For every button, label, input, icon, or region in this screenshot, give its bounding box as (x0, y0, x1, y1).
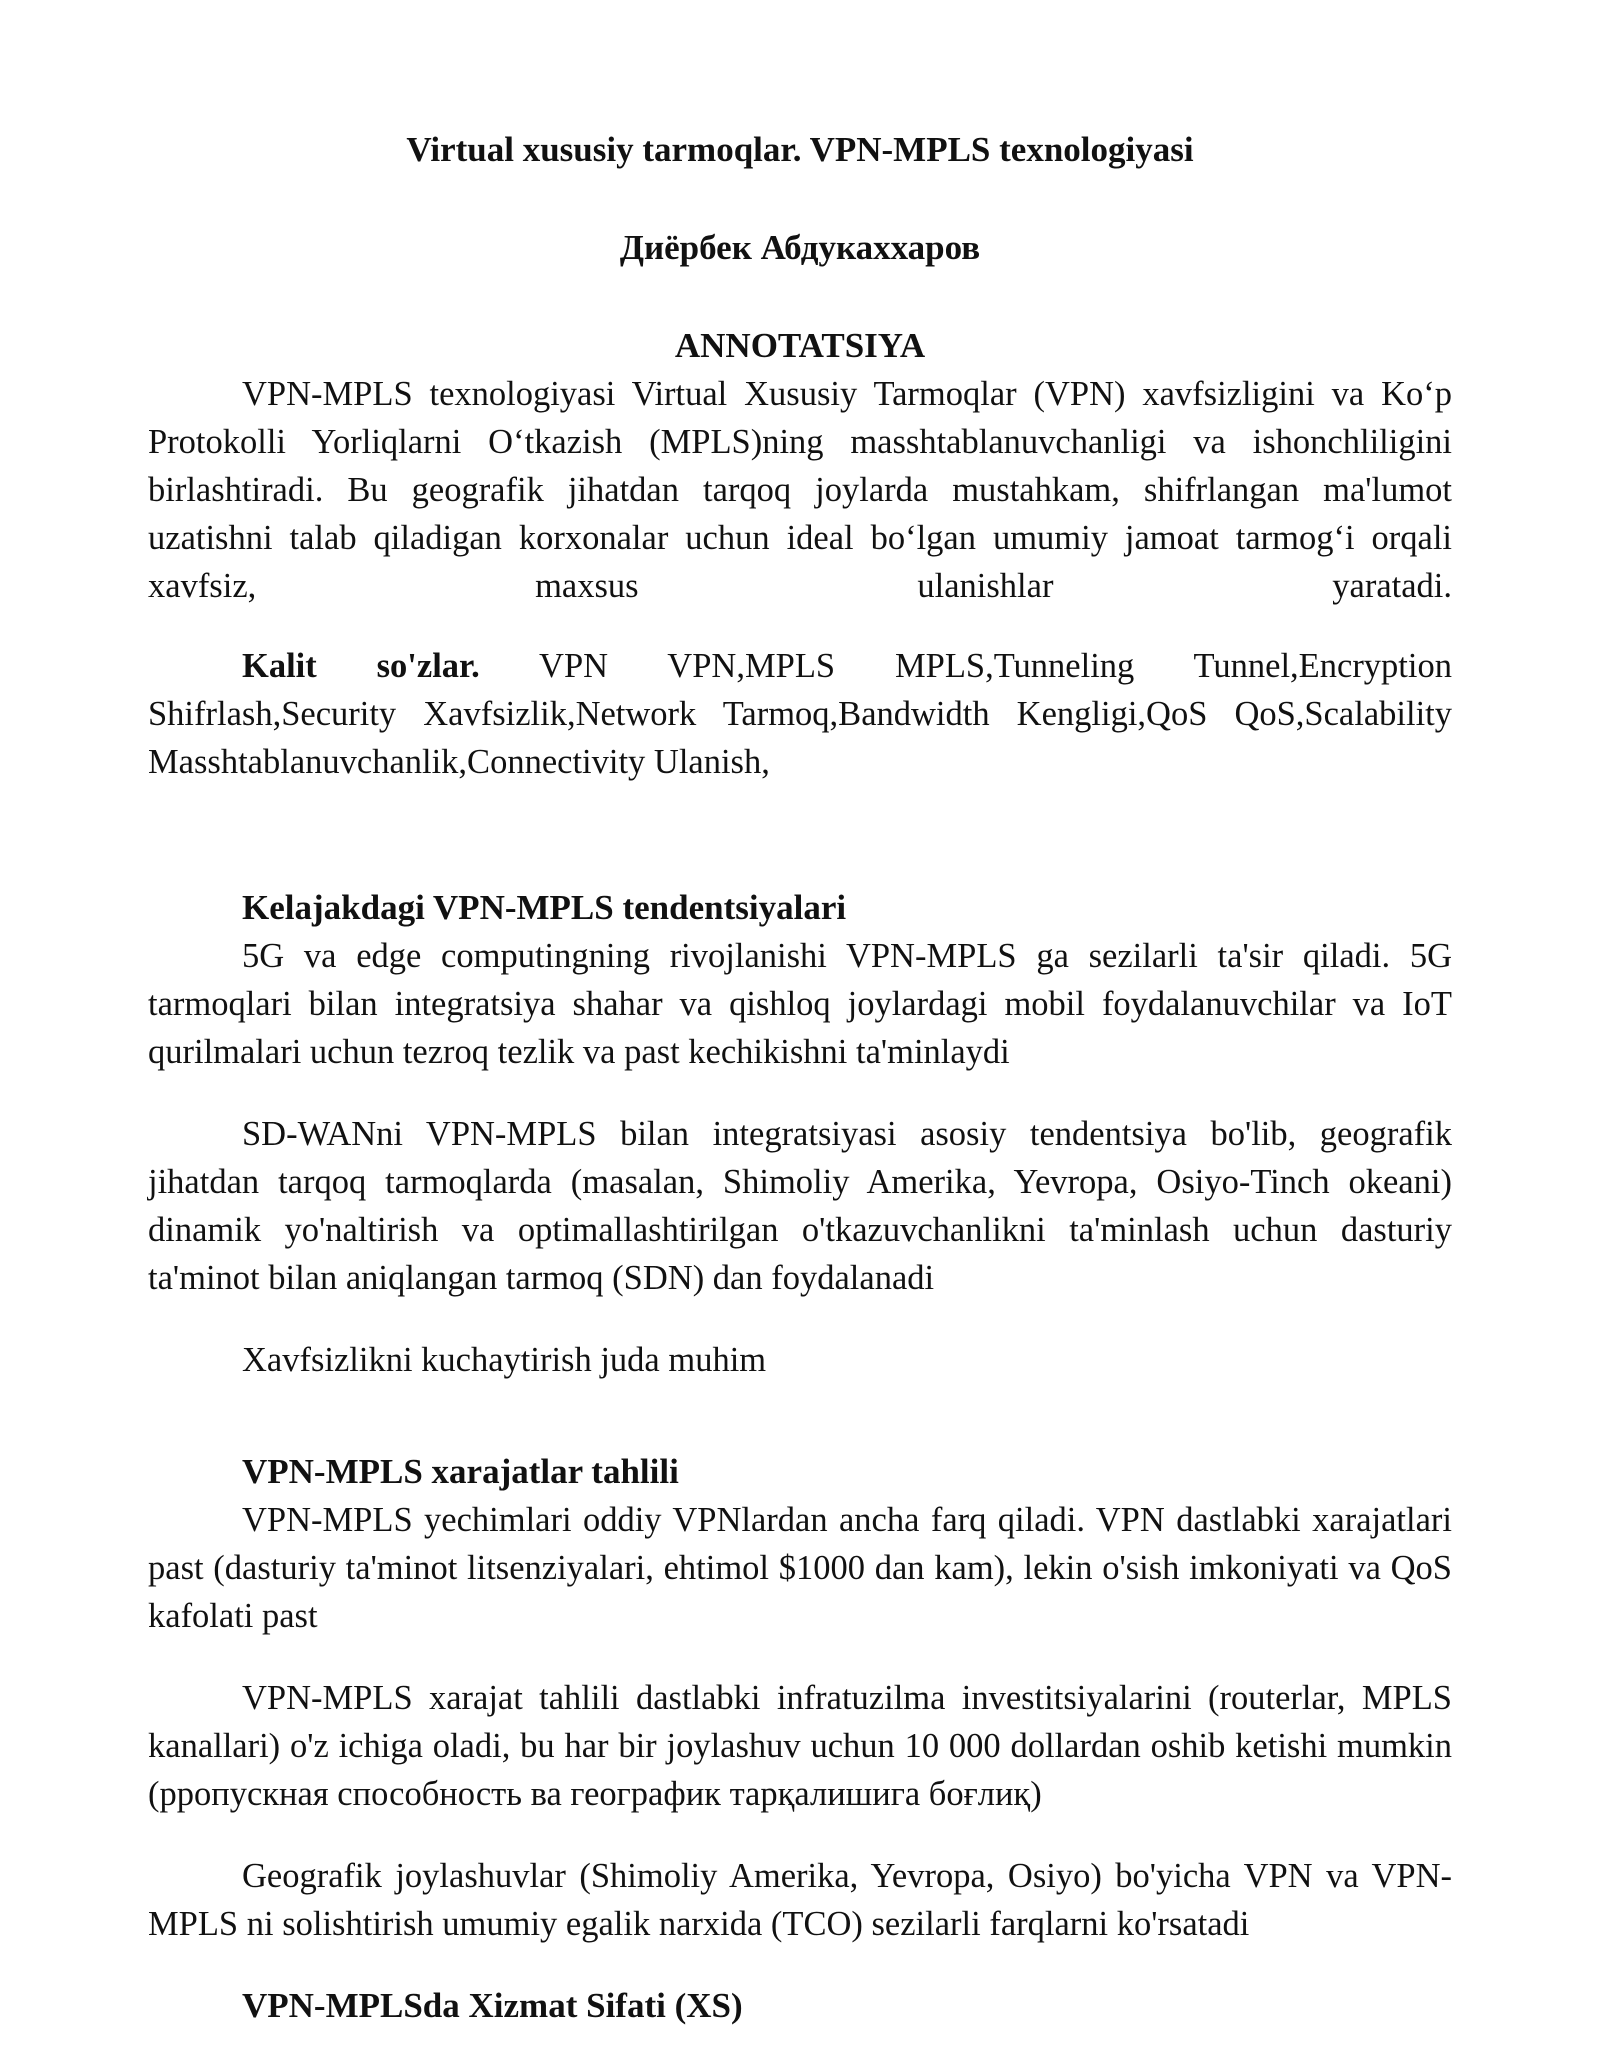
abstract-heading: ANNOTATSIYA (674, 326, 926, 365)
document-title: Virtual xususiy tarmoqlar. VPN-MPLS texnologiyasi (406, 130, 1194, 169)
section-costs-paragraph-2: VPN-MPLS xarajat tahlili dastlabki infratuzilma investitsiyalarini (routerlar, MPLS kanallari) o'z ichiga oladi, bu har bir joylashuv uchun 10 000 dollardan oshib ketishi mumkin (pропускная способность ва географик тарқалишига боғлиқ) (148, 1679, 1452, 1813)
section-heading-qos: VPN-MPLSda Xizmat Sifati (XS) (242, 1986, 743, 2025)
section-trends-paragraph-2: SD-WANni VPN-MPLS bilan integratsiyasi asosiy tendentsiya bo'lib, geografik jihatdan tarqoq tarmoqlarda (masalan, Shimoliy Amerika, Yevropa, Osiyo-Tinch okeani) dinamik yo'naltirish va optimallashtirilgan o'tkazuvchanlikni ta'minlash uchun dasturiy ta'minot bilan aniqlangan tarmoq (SDN) dan foydalanadi (148, 1115, 1452, 1297)
keywords-paragraph (148, 642, 1452, 786)
section-heading-trends: Kelajakdagi VPN-MPLS tendentsiyalari (242, 888, 847, 927)
document-author: Диёрбек Абдукаххаров (619, 228, 981, 267)
section-trends-paragraph-1: 5G va edge computingning rivojlanishi VPN-MPLS ga sezilarli ta'sir qiladi. 5G tarmoqlari bilan integratsiya shahar va qishloq joylardagi mobil foydalanuvchilar va IoT qurilmalari uchun tezroq tezlik va past kechikishni ta'minlaydi (148, 937, 1452, 1071)
section-costs-paragraph-1: VPN-MPLS yechimlari oddiy VPNlardan ancha farq qiladi. VPN dastlabki xarajatlari past (dasturiy ta'minot litsenziyalari, ehtimol $1000 dan kam), lekin o'sish imkoniyati va QoS kafolati past (148, 1501, 1452, 1635)
section-heading-costs: VPN-MPLS xarajatlar tahlili (242, 1452, 679, 1491)
section-trends-paragraph-3: Xavfsizlikni kuchaytirish juda muhim (242, 1341, 767, 1379)
document-page (148, 126, 1452, 2030)
keywords-text: VPN VPN,MPLS MPLS,Tunneling Tunnel,Encryption Shifrlash,Security Xavfsizlik,Network Tarmoq,Bandwidth Kengligi,QoS QoS,Scalability Masshtablanuvchanlik,Connectivity Ulanish, (148, 647, 1452, 781)
keywords-label: Kalit so'zlar. (242, 647, 480, 685)
section-costs-paragraph-3: Geografik joylashuvlar (Shimoliy Amerika, Yevropa, Osiyo) bo'yicha VPN va VPN-MPLS ni solishtirish umumiy egalik narxida (TCO) sezilarli farqlarni ko'rsatadi (148, 1857, 1452, 1943)
abstract-paragraph: VPN-MPLS texnologiyasi Virtual Xususiy Tarmoqlar (VPN) xavfsizligini va Koʻp Protokolli Yorliqlarni Oʻtkazish (MPLS)ning masshtablanuvchanligi va ishonchliligini birlashtiradi. Bu geografik jihatdan tarqoq joylarda mustahkam, shifrlangan ma'lumot uzatishni talab qiladigan korxonalar uchun ideal boʻlgan umumiy jamoat tarmogʻi orqali xavfsiz, maxsus ulanishlar yaratadi. (148, 375, 1452, 605)
